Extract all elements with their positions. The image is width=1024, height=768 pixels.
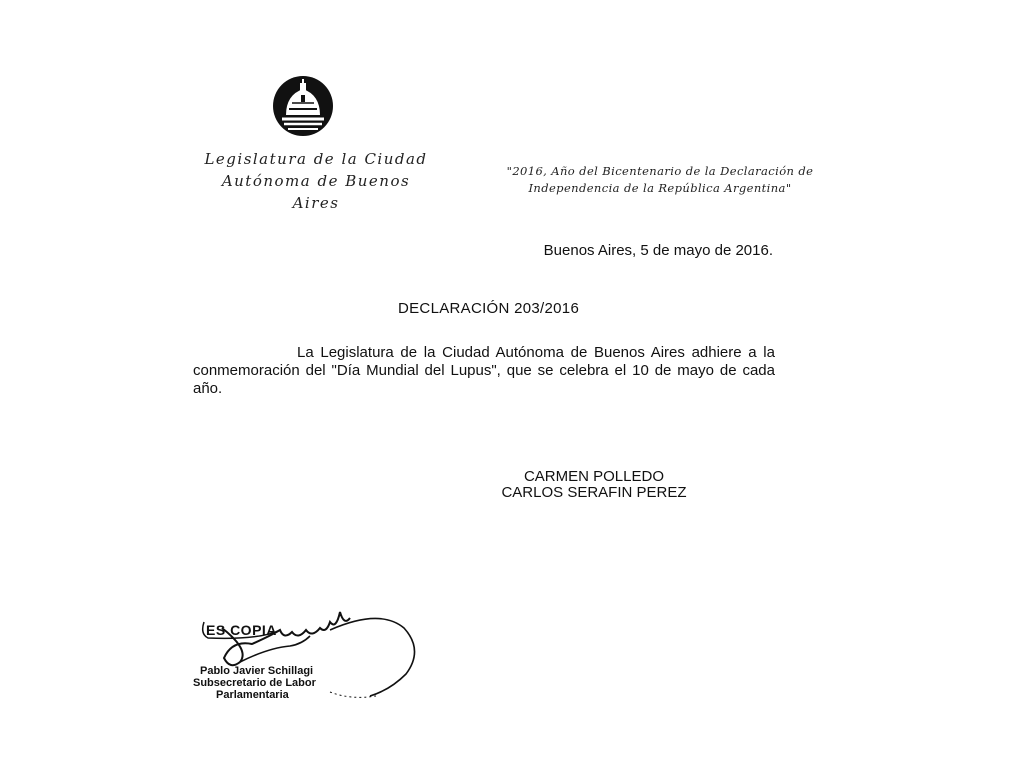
institution-name-line1: Legislatura de la Ciudad bbox=[204, 150, 428, 168]
date-line: Buenos Aires, 5 de mayo de 2016. bbox=[543, 242, 773, 259]
certifier-name: Pablo Javier Schillagi bbox=[200, 665, 314, 677]
signer-name: CARLOS SERAFIN PEREZ bbox=[501, 484, 687, 501]
motto-line1: "2016, Año del Bicentenario de la Declaración de bbox=[506, 164, 814, 178]
certified-copy-stamp bbox=[180, 600, 460, 720]
institution-name-line2: Autónoma de Buenos Aires bbox=[221, 172, 411, 212]
signer-name: CARMEN POLLEDO bbox=[523, 468, 665, 485]
signers-block bbox=[470, 469, 718, 501]
handwritten-signature bbox=[180, 600, 460, 720]
year-motto bbox=[500, 163, 820, 197]
legislature-dome-logo bbox=[272, 75, 334, 137]
motto-line2: Independencia de la República Argentina" bbox=[528, 181, 792, 195]
declaration-body: La Legislatura de la Ciudad Autónoma de Buenos Aires adhiere a la conmemoración del "Día Mundial del Lupus", que se celebra el 10 de mayo de cada año. bbox=[193, 344, 775, 397]
declaration-title: DECLARACIÓN 203/2016 bbox=[398, 300, 580, 317]
es-copia-stamp: ES COPIA bbox=[206, 622, 277, 638]
certifier-role-line1: Subsecretario de Labor bbox=[193, 677, 316, 689]
institution-name bbox=[196, 148, 436, 214]
certifier-role-line2: Parlamentaria bbox=[216, 689, 289, 701]
